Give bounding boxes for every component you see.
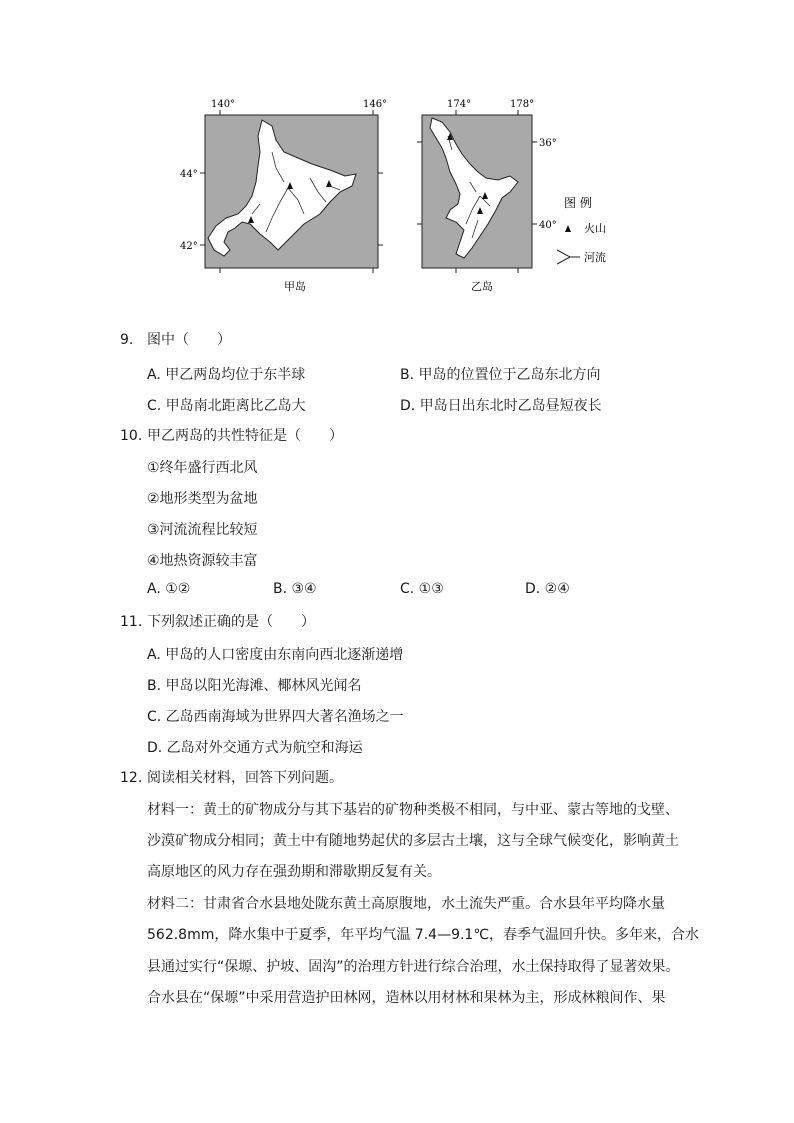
island-maps-figure bbox=[180, 92, 630, 302]
question-number: 10. bbox=[120, 428, 143, 444]
q10-option-d[interactable]: D. ②④ bbox=[525, 581, 570, 597]
yi-lat-label-1: 36° bbox=[539, 138, 557, 149]
q11-option-c[interactable]: C. 乙岛西南海域为世界四大著名渔场之一 bbox=[147, 709, 404, 725]
jia-island-map bbox=[180, 99, 387, 293]
yi-caption: 乙岛 bbox=[471, 280, 493, 293]
q10-statement-4: ④地热资源较丰富 bbox=[147, 553, 258, 569]
jia-lon-label-2: 146° bbox=[363, 99, 388, 110]
question-number: 9. bbox=[120, 332, 134, 348]
material-line-5: 562.8mm，降水集中于夏季，年平均气温 7.4—9.1℃，春季气温回升快。多年来，合水 bbox=[147, 927, 700, 943]
material-line-1: 材料一：黄土的矿物成分与其下基岩的矿物种类极不相同，与中亚、蒙古等地的戈壁、 bbox=[147, 802, 679, 818]
q9-option-d[interactable]: D. 甲岛日出东北时乙岛昼短夜长 bbox=[400, 398, 602, 414]
volcano-icon bbox=[565, 225, 571, 232]
yi-lon-label-1: 174° bbox=[447, 99, 472, 110]
river-icon bbox=[557, 250, 580, 264]
question-number: 12. bbox=[120, 770, 143, 786]
q11-option-a[interactable]: A. 甲岛的人口密度由东南向西北逐渐递增 bbox=[147, 647, 404, 663]
q11-option-d[interactable]: D. 乙岛对外交通方式为航空和海运 bbox=[147, 740, 363, 756]
q9-option-a[interactable]: A. 甲乙两岛均位于东半球 bbox=[147, 367, 306, 383]
material-line-6: 县通过实行“保塬、护坡、固沟”的治理方针进行综合治理，水土保持取得了显著效果。 bbox=[147, 959, 680, 975]
legend-title: 图 例 bbox=[564, 196, 592, 210]
yi-lat-label-2: 40° bbox=[539, 220, 557, 231]
jia-lon-label-1: 140° bbox=[211, 99, 236, 110]
legend-river-label: 河流 bbox=[584, 251, 606, 264]
q10-option-c[interactable]: C. ①③ bbox=[400, 581, 444, 597]
question-stem: 图中（ ） bbox=[147, 332, 231, 348]
q10-statement-2: ②地形类型为盆地 bbox=[147, 491, 258, 507]
q10-statement-3: ③河流流程比较短 bbox=[147, 522, 258, 538]
q10-option-b[interactable]: B. ③④ bbox=[273, 581, 317, 597]
question-number: 11. bbox=[120, 614, 143, 630]
material-line-2: 沙漠矿物成分相同；黄土中有随地势起伏的多层古土壤，这与全球气候变化，影响黄土 bbox=[147, 833, 679, 849]
jia-caption: 甲岛 bbox=[284, 280, 306, 293]
q9-option-b[interactable]: B. 甲岛的位置位于乙岛东北方向 bbox=[400, 367, 601, 383]
jia-lat-label-2: 42° bbox=[180, 241, 198, 252]
material-line-4: 材料二：甘肃省合水县地处陇东黄土高原腹地，水土流失严重。合水县年平均降水量 bbox=[147, 896, 665, 912]
question-stem: 下列叙述正确的是（ ） bbox=[147, 614, 315, 630]
material-line-7: 合水县在“保塬”中采用营造护田林网，造林以用材林和果林为主，形成林粮间作、果 bbox=[147, 990, 666, 1006]
q10-statement-1: ①终年盛行西北风 bbox=[147, 460, 258, 476]
legend-volcano-label: 火山 bbox=[584, 222, 606, 235]
question-stem: 阅读相关材料，回答下列问题。 bbox=[147, 770, 343, 786]
jia-lat-label-1: 44° bbox=[180, 169, 198, 180]
material-line-3: 高原地区的风力存在强劲期和滞歇期反复有关。 bbox=[147, 864, 441, 880]
yi-island-map bbox=[417, 99, 557, 293]
map-legend bbox=[557, 195, 606, 264]
q10-option-a[interactable]: A. ①② bbox=[147, 581, 191, 597]
question-stem: 甲乙两岛的共性特征是（ ） bbox=[147, 428, 343, 444]
q11-option-b[interactable]: B. 甲岛以阳光海滩、椰林风光闻名 bbox=[147, 678, 362, 694]
maps-svg bbox=[180, 92, 630, 302]
yi-lon-label-2: 178° bbox=[510, 99, 535, 110]
q9-option-c[interactable]: C. 甲岛南北距离比乙岛大 bbox=[147, 398, 306, 414]
